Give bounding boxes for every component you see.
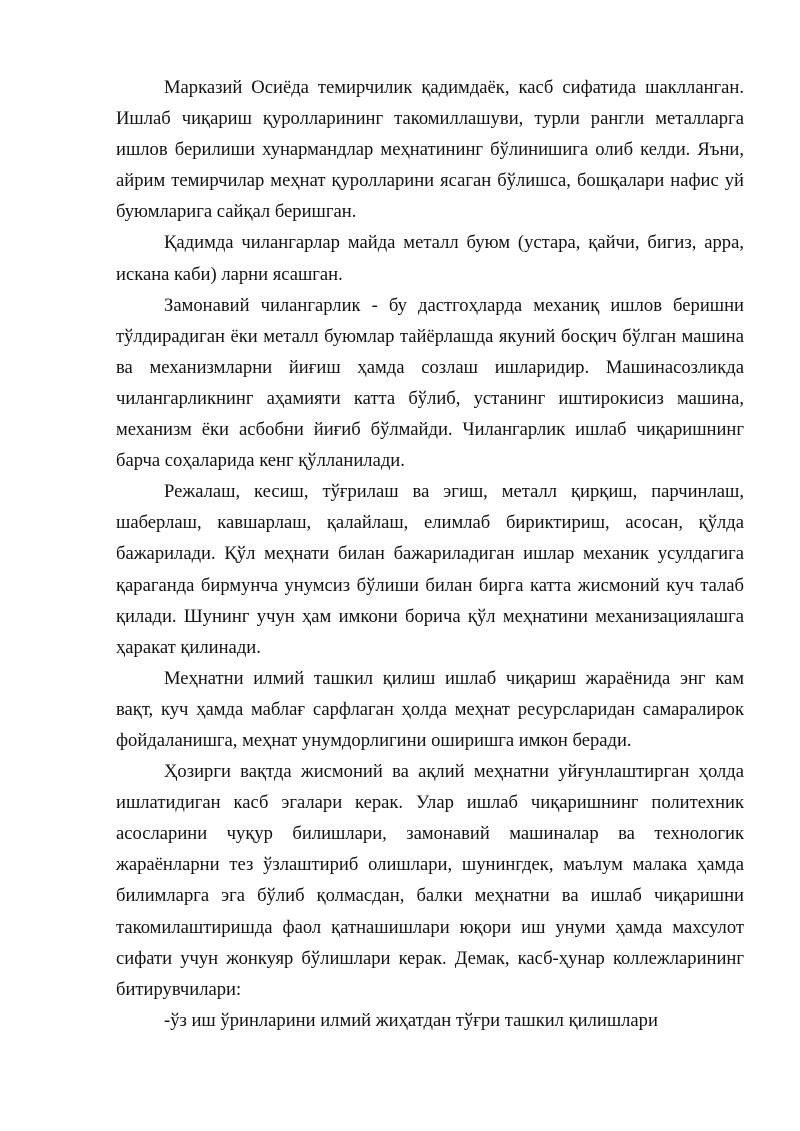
document-page bbox=[116, 72, 744, 1036]
paragraph-5: Меҳнатни илмий ташкил қилиш ишлаб чиқариш жараёнида энг кам вақт, куч ҳамда маблағ сарфлаган ҳолда меҳнат ресурсларидан самаралирок фойдаланишга, меҳнат унумдорлигини оширишга имкон беради. bbox=[116, 667, 744, 751]
paragraph-6: Ҳозирги вақтда жисмоний ва ақлий меҳнатни уйғунлаштирган ҳолда ишлатидиган касб эгалари керак. Улар ишлаб чиқаришнинг политехник асосларини чуқур билишлари, замонавий машиналар ва технологик жараёнларни тез ўзлаштириб олишлари, шунингдек, маълум малака ҳамда билимларга эга бўлиб қолмасдан, балки меҳнатни ва ишлаб чиқаришни такомилаштиришда фаол қатнашишлари юқори иш унуми ҳамда махсулот сифати учун жонкуяр бўлишлари керак. Демак, касб-ҳунар коллежларининг битирувчилари: bbox=[116, 761, 744, 1000]
paragraph-2: Қадимда чилангарлар майда металл буюм (устара, қайчи, бигиз, арра, искана каби) ларни ясашган. bbox=[116, 232, 744, 285]
paragraph-3: Замонавий чилангарлик - бу дастгоҳларда механиқ ишлов беришни тўлдирадиган ёки металл буюмлар тайёрлашда якуний босқич бўлган машина ва механизмларни йиғиш ҳамда созлаш ишларидир. Машинасозликда чилангарликнинг аҳамияти катта бўлиб, устанинг иштирокисиз машина, механизм ёки асбобни йиғиб бўлмайди. Чилангарлик ишлаб чиқаришнинг барча соҳаларида кенг қўлланилади. bbox=[116, 294, 744, 472]
paragraph-7: -ўз иш ўринларини илмий жиҳатдан тўғри ташкил қилишлари bbox=[164, 1009, 658, 1031]
paragraph-4: Режалаш, кесиш, тўғрилаш ва эгиш, металл қирқиш, парчинлаш, шаберлаш, кавшарлаш, қалайлаш, елимлаб бириктириш, асосан, қўлда бажарилади. Қўл меҳнати билан бажариладиган ишлар механик усулдагига қараганда бирмунча унумсиз бўлиши билан бирга катта жисмоний куч талаб қилади. Шунинг учун ҳам имкони борича қўл меҳнатини механизациялашга ҳаракат қилинади. bbox=[116, 481, 744, 658]
paragraph-1: Марказий Осиёда темирчилик қадимдаёк, касб сифатида шаклланган. Ишлаб чиқариш қуролларининг такомиллашуви, турли рангли металларга ишлов берилиши хунармандлар меҳнатининг бўлинишига олиб келди. Яъни, айрим темирчилар меҳнат қуролларини ясаган бўлишса, бошқалари нафис уй буюмларига сайқал беришган. bbox=[116, 77, 744, 223]
